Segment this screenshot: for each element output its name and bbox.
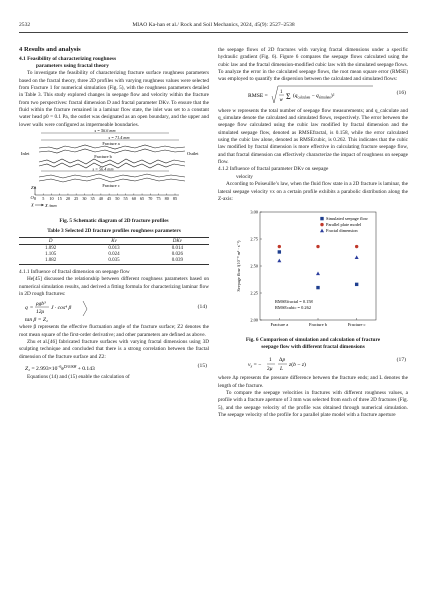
- fracture-a-lower-wall: [39, 149, 185, 153]
- x-tick-label: 60: [131, 196, 136, 202]
- svg-text:12μ: 12μ: [36, 309, 45, 316]
- y-tick-label: 2.75: [250, 236, 258, 242]
- fig5-caption: Fig. 5 Schematic diagram of 2D fracture profiles: [59, 218, 169, 225]
- x-tick-label: 0: [33, 196, 37, 202]
- x-tick-label: 85: [172, 196, 178, 202]
- dimension-label: s = 71.4 mm: [108, 135, 130, 141]
- table-cell: 0.035: [82, 258, 145, 265]
- x-axis-unit: X /mm: [45, 203, 57, 209]
- svg-text:q: q: [25, 305, 28, 312]
- x-axis-ticks: [34, 194, 177, 202]
- table-cell: 1.092: [45, 245, 57, 251]
- svg-text:RMSE =: RMSE =: [248, 92, 268, 99]
- x-tick-label: 80: [164, 196, 169, 202]
- table-cell: 0.039: [146, 258, 209, 265]
- circle-legend-marker: [320, 223, 323, 226]
- running-title: MIAO Ka-han et al./ Rock and Soil Mechanics, 2024, 45(9): 2527–2538: [132, 22, 295, 28]
- roughness-table: [19, 237, 209, 265]
- svg-text:J · cos⁴ β: J · cos⁴ β: [51, 305, 72, 312]
- x-tick-label: 70: [148, 196, 153, 202]
- svg-text:w: w: [279, 97, 283, 103]
- x-tick-label: 50: [115, 196, 120, 202]
- x-tick-label: 65: [139, 196, 145, 202]
- table-cell: 1.082: [19, 258, 82, 265]
- header-rule: [19, 32, 408, 33]
- equation-17: [218, 351, 408, 375]
- triangle-data-point: [277, 259, 281, 263]
- legend-label: Simulated seepage flow: [326, 216, 368, 222]
- fracture-b-label: Fracture b: [94, 154, 112, 160]
- table-header: DKv: [146, 238, 209, 245]
- equation-number: (15): [197, 363, 207, 369]
- circle-data-point: [355, 245, 358, 248]
- square-legend-marker: [320, 217, 323, 220]
- equation-16: [218, 84, 408, 108]
- y-tick-label: 2.25: [250, 290, 258, 296]
- x-category-label: Fracture c: [347, 322, 366, 328]
- right-column: [218, 47, 408, 419]
- z-axis-label: Z: [31, 185, 34, 191]
- table3-caption: Table 3 Selected 2D fracture profiles roughness parameters: [47, 228, 181, 235]
- x-category-label: Fracture b: [309, 322, 327, 328]
- equation-number: (17): [396, 357, 406, 364]
- y-tick-label: 2.00: [250, 317, 258, 323]
- subsubsection-title: 4.1.2 Influence of fractal parameter DKv on seepage: [218, 166, 329, 173]
- fracture-a-label: Fracture a: [102, 141, 120, 147]
- paragraph: Equations (14) and (15) enable the calculation of: [27, 374, 130, 380]
- svg-text:z(b − z): z(b − z): [289, 362, 306, 369]
- y-axis-label: Seepage flow /(10⁻⁹ m² · s⁻¹): [236, 240, 241, 292]
- table-cell: 0.024: [108, 252, 120, 258]
- data-marks: [277, 245, 358, 289]
- table-row: [19, 252, 209, 258]
- subsection-title: 4.1 Feasibility of characterizing roughness: [19, 56, 117, 62]
- chart-legend: [320, 216, 369, 233]
- section-title: 4 Results and analysis: [19, 46, 81, 53]
- svg-text:1: 1: [280, 89, 283, 95]
- rmse-cubic-label: RMSEcubic = 0.262: [275, 305, 312, 311]
- svg-text:2μ: 2μ: [267, 366, 273, 373]
- subsection-title-cont: parameters using fractal theory: [36, 63, 109, 70]
- x-category-label: Fracture a: [270, 322, 289, 328]
- square-data-point: [278, 250, 281, 253]
- svg-text:Δp: Δp: [279, 357, 286, 364]
- rmse-fractal-label: RMSEfractal = 0.158: [275, 299, 313, 305]
- circle-data-point: [278, 245, 281, 248]
- x-tick-label: 55: [123, 196, 128, 202]
- fracture-c-label: Fracture c: [102, 183, 120, 189]
- triangle-data-point: [355, 256, 359, 260]
- table-cell: 0.014: [171, 245, 183, 251]
- table-cell: 0.026: [171, 252, 183, 258]
- outlet-label: Outlet: [187, 151, 199, 157]
- dimension-label: s = 56.6 mm: [94, 129, 116, 134]
- paragraph: where w represents the total number of seepage flow measurements; and q_calculate and q_simulate denote the calculated and simulated flows, respectively. The error between the seepage flow calculated using the cubic law modified by fractal dimension and the simulated seepage flow, denoted as RMSEfractal, is 0.158, while the error calculated using the cubic law alone, denoted as RMSEcubic, is 0.262. This indicates that the cubic law modified by fractal dimension is more effective in calculating fracture seepage flow, and that fractal dimension can effectively characterize the impact of roughness on seepage flow.: [218, 107, 408, 166]
- paragraph: According to Poiseuille’s law, when the fluid flow state in a 2D fracture is laminar, the lateral seepage velocity vx on a certain profile exhibits a parabolic distribution along the Z-axis:: [218, 181, 408, 202]
- x-tick-label: 5: [42, 196, 45, 202]
- subsubsection-title-cont: velocity: [236, 173, 253, 180]
- svg-text:L: L: [280, 366, 283, 373]
- svg-text:vx = −: $v_x$ = −: [248, 362, 262, 369]
- x-tick-label: 40: [98, 196, 103, 202]
- x-tick-label: 35: [90, 196, 95, 202]
- table-row: [19, 258, 209, 265]
- x-tick-label: 20: [65, 196, 71, 202]
- svg-text:=: =: [30, 305, 34, 312]
- paragraph: To investigate the feasibility of characterizing fracture surface roughness parameters based on the fractal theory, three 2D profiles with varying roughness values were selected from Fracture 1 for numerical simulation (Fig. 5), with the roughness parameters detailed in Table 3. This study explored changes in seepage flow and velocity within the fracture from two perspectives: fractal dimension D and fractal parameter DKv. To ensure that the fluid within the fracture remained in a laminar flow state, the inlet was set to a constant water head p0 = 0.1 Pa, the outlet was designated as an open boundary, and the upper and lower walls were configured as impermeable boundaries.: [19, 70, 209, 128]
- svg-text:(qcalculate − qsimulate)²: $(q_{calculate} - q_{simulate})^2$: [293, 92, 335, 100]
- fracture-c-upper-wall: [39, 174, 185, 178]
- legend-label: Parallel plate model: [326, 222, 362, 228]
- triangle-data-point: [316, 272, 320, 276]
- left-column: [19, 46, 209, 381]
- paragraph: Zhu et al.[46] fabricated fracture surfaces with varying fractal dimensions using 3D sculpting technique and concluded that there is a strong correlation between the fractal dimension of the fracture surface and Z2:: [19, 338, 209, 360]
- circle-data-point: [316, 245, 319, 248]
- svg-text:Σ: Σ: [286, 91, 291, 101]
- table-header: Kv: [82, 238, 145, 245]
- paragraph: where Δp represents the pressure difference between the fracture ends; and L denotes the length of the fracture.: [218, 375, 408, 389]
- fig6-caption: Fig. 6 Comparison of simulation and calculation of fracture: [245, 337, 381, 344]
- svg-text:1: 1: [269, 357, 272, 364]
- page-number: 2532: [19, 22, 31, 28]
- square-data-point: [316, 286, 319, 289]
- table-row: [19, 245, 209, 252]
- fig6-caption-cont: seepage flow with different fractal dimensions: [261, 344, 365, 351]
- svg-text:tan β = Z₂: tan β = Z₂: [25, 317, 48, 324]
- origin-label: O: [30, 195, 34, 201]
- fracture-c-lower-wall: [39, 178, 185, 182]
- fracture-profiles-figure: [19, 129, 209, 213]
- svg-text:Z₂ = 2.993×10−6eD/0.908 + 0.14: $Z_2 = 2.993\times 10^{-6}e^{D/0.908} + 0.143$: [25, 364, 95, 372]
- x-tick-label: 45: [107, 196, 112, 202]
- paragraph: where β represents the effective fluctuation angle of the fracture surface; Z2 denotes the root mean square of the first-order derivative; and other parameters are defined as above.: [19, 324, 209, 338]
- square-data-point: [355, 283, 358, 286]
- x-tick-label: 30: [82, 196, 87, 202]
- inlet-label: Inlet: [21, 151, 30, 157]
- paragraph: the seepage flows of 2D fractures with varying fractal dimensions under a specific hydraulic gradient (Fig. 6). Figure 6 compares the seepage flows calculated using the cubic law and the fractal dimension-modified cubic law with the simulated seepage flows. To analyze the error in the calculated seepage flows, the root mean square error (RMSE) was employed to quantify the dispersion between the calculated and simulated flows:: [218, 47, 408, 83]
- subsubsection-title: 4.1.1 Influence of fractal dimension on seepage flow: [19, 268, 130, 275]
- equation-number: (14): [197, 304, 207, 311]
- y-tick-label: 2.50: [250, 263, 258, 269]
- table-cell: 1.105: [45, 252, 57, 258]
- seepage-flow-chart: [218, 206, 408, 332]
- x-tick-label: 15: [57, 196, 62, 202]
- equation-15: [19, 361, 209, 374]
- dimension-label: s = 56.4 mm: [92, 166, 114, 172]
- paragraph: To compare the seepage velocities in fractures with different roughness values, a profile with a fracture aperture of 3 mm was selected from each of three 2D fractures (Fig. 5), and the seepage velocity of the profile was obtained through numerical simulation. The seepage velocity of the profile for a parallel plate model with a fracture aperture: [218, 389, 408, 418]
- paragraph: He[45] discussed the relationship between different roughness parameters based on numerical simulation results, and derived a fitting formula for characterizing laminar flow in 2D rough fractures:: [19, 276, 209, 297]
- table-header: D: [19, 238, 82, 245]
- table-cell: 0.013: [108, 245, 120, 251]
- y-tick-label: 3.00: [250, 209, 258, 215]
- x-tick-label: 10: [49, 196, 54, 202]
- triangle-legend-marker: [320, 229, 324, 233]
- x-axis-categories: [270, 318, 365, 327]
- x-axis-letter: X: [31, 202, 34, 208]
- svg-text:ρgb³: ρgb³: [36, 301, 46, 308]
- x-tick-label: 25: [74, 196, 79, 202]
- legend-label: Fractal dimension: [326, 228, 358, 234]
- equation-14: [19, 298, 209, 324]
- equation-number: (16): [396, 89, 406, 96]
- x-tick-label: 75: [156, 196, 161, 202]
